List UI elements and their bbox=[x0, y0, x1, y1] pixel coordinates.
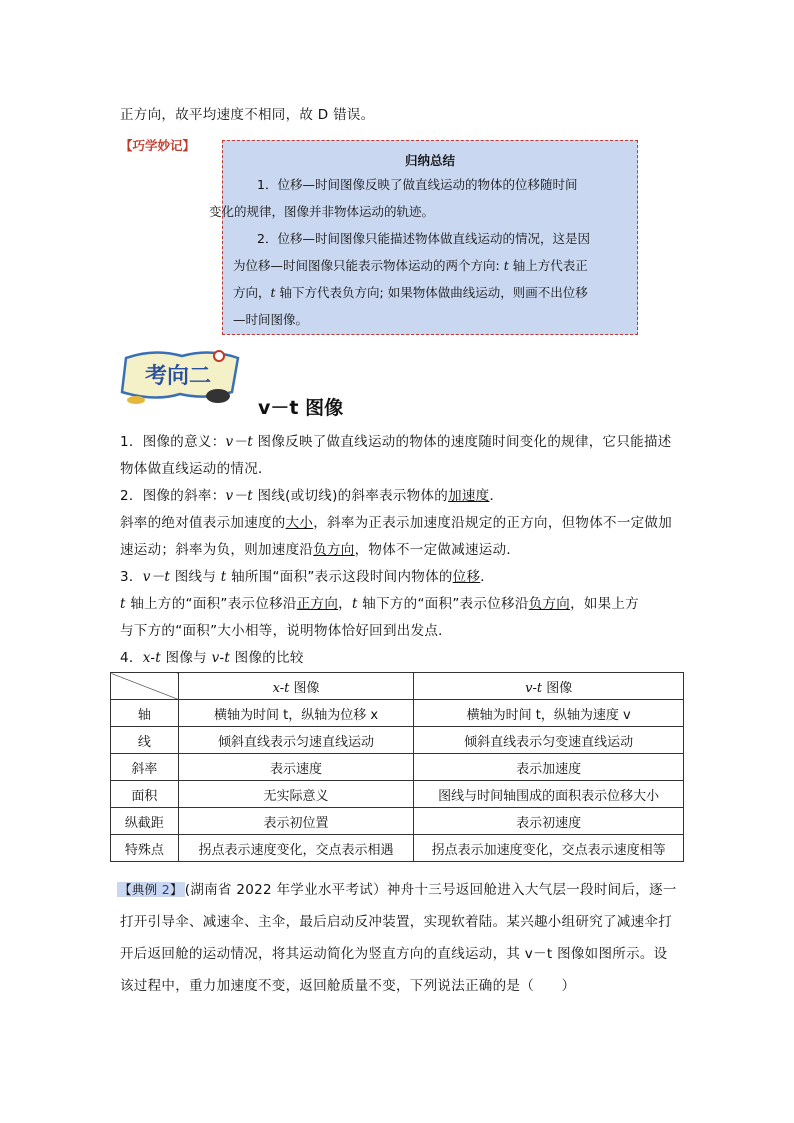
body-line-5: 速运动；斜率为负，则加速度沿负方向，物体不一定做减速运动． bbox=[120, 542, 521, 558]
example-line-4: 该过程中，重力加速度不变，返回舱质量不变，下列说法正确的是（ ） bbox=[120, 978, 576, 994]
table-header-row bbox=[111, 673, 684, 700]
badge-text: 考向二 bbox=[144, 363, 212, 389]
example-line-3: 开后返回舱的运动情况，将其运动简化为竖直方向的直线运动，其 v－t 图像如图所示。设 bbox=[120, 946, 668, 962]
top-text: 正方向，故平均速度不相同，故 D 错误。 bbox=[120, 107, 375, 123]
decor-stone-icon bbox=[206, 389, 230, 403]
body-line-3: 2．图像的斜率：v－t 图线(或切线)的斜率表示物体的加速度． bbox=[120, 488, 504, 504]
table-row: 线 倾斜直线表示匀速直线运动 倾斜直线表示匀变速直线运动 bbox=[111, 727, 684, 754]
table-row: 轴 横轴为时间 t，纵轴为位移 x 横轴为时间 t，纵轴为速度 v bbox=[111, 700, 684, 727]
table-row: 纵截距 表示初位置 表示初速度 bbox=[111, 808, 684, 835]
summary-box bbox=[209, 140, 638, 335]
example-line-1: 【典例 2】 (湖南省 2022 年学业水平考试）神舟十三号返回舱进入大气层一段时间后，逐一 bbox=[119, 882, 677, 898]
kaoxiang-badge bbox=[114, 346, 244, 412]
table-row: 特殊点 拐点表示速度变化，交点表示相遇 拐点表示加速度变化，交点表示速度相等 bbox=[111, 835, 684, 862]
summary-title: 归纳总结 bbox=[404, 153, 455, 168]
tip-label: 【巧学妙记】 bbox=[120, 138, 196, 153]
body-line-1: 1．图像的意义：v－t 图像反映了做直线运动的物体的速度随时间变化的规律，它只能描述 bbox=[120, 434, 672, 450]
table-row: 面积 无实际意义 图线与时间轴围成的面积表示位移大小 bbox=[111, 781, 684, 808]
body-line-6: 3．v－t 图线与 t 轴所围“面积”表示这段时间内物体的位移． bbox=[120, 569, 495, 585]
table-header-vt: v-t 图像 bbox=[414, 673, 684, 700]
table-corner-cell bbox=[111, 673, 179, 700]
section-heading: v－t 图像 bbox=[258, 397, 344, 419]
example-tag: 【典例 2】 bbox=[119, 882, 183, 897]
decor-leaf-icon bbox=[127, 396, 145, 404]
body-line-2: 物体做直线运动的情况． bbox=[120, 461, 272, 477]
body-line-9: 4．x-t 图像与 v-t 图像的比较 bbox=[120, 650, 304, 666]
table-header-xt: x-t 图像 bbox=[178, 673, 414, 700]
summary-paragraph-2: 2．位移—时间图像只能描述物体做直线运动的情况，这是因 为位移—时间图像只能表示物体运动的两个方向: t 轴上方代表正 方向，t 轴下方代表负方向; 如果物体做曲线运动，则画不出位移 —时间图像。 bbox=[233, 231, 590, 327]
body-line-7: t 轴上方的“面积”表示位移沿正方向，t 轴下方的“面积”表示位移沿负方向，如果上方 bbox=[120, 596, 640, 612]
body-line-8: 与下方的“面积”大小相等，说明物体恰好回到出发点． bbox=[120, 623, 452, 639]
example-line-2: 打开引导伞、减速伞、主伞，最后启动反冲装置，实现软着陆。某兴趣小组研究了减速伞打 bbox=[120, 914, 672, 930]
comparison-table bbox=[110, 672, 684, 862]
body-line-4: 斜率的绝对值表示加速度的大小，斜率为正表示加速度沿规定的正方向，但物体不一定做加 bbox=[120, 515, 673, 531]
table-row: 斜率 表示速度 表示加速度 bbox=[111, 754, 684, 781]
summary-paragraph-1: 1．位移—时间图像反映了做直线运动的物体的位移随时间 变化的规律，图像并非物体运动的轨迹。 bbox=[209, 177, 578, 219]
